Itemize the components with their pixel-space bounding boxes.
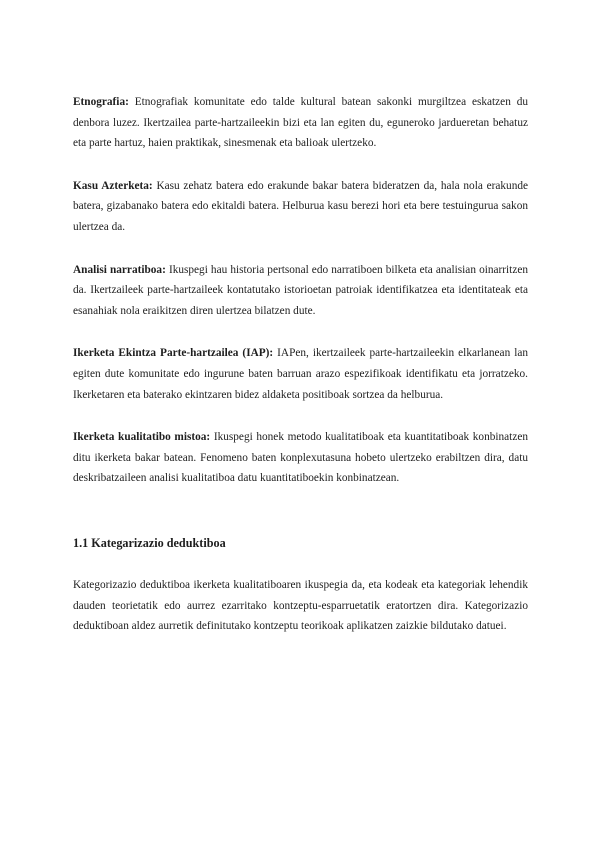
definition-paragraph-analisi-narratiboa	[73, 260, 528, 322]
section-heading: 1.1 Kategarizazio deduktiboa	[73, 535, 226, 550]
definition-term: Kasu Azterketa:	[73, 179, 153, 192]
definition-text: IAPen, ikertzaileek parte-hartzaileekin elkarlanean lan egiten dute komunitate edo ingurune baten barruan arazo espezifikoak identifikatu eta jorratzeko. Ikerketaren eta baterako ekintzaren bidez aldaketa positiboak sortzea da helburua.	[73, 347, 529, 401]
definition-text: Kasu zehatz batera edo erakunde bakar batera bideratzen da, hala nola erakunde batera, gizabanako batera edo ekitaldi batera. Helburua kasu berezi hori eta bere testuingurua sakon ulertzea da.	[73, 179, 529, 233]
section-body: Kategorizazio deduktiboa ikerketa kualitatiboaren ikuspegia da, eta kodeak eta kategoriak lehendik dauden teorietatik edo aurrez ezarritako kontzeptu-esparruetatik eratortzen dira. Kategorizazio deduktiboan aldez aurretik definitutako kontzeptu teorikoak aplikatzen zaizkie bildutako datuei.	[73, 578, 528, 633]
definition-text: Ikuspegi honek metodo kualitatiboak eta kuantitatiboak konbinatzen ditu ikerketa bakar batean. Fenomeno baten konplexutasuna hobeto ulertzeko erabiltzen dira, datu deskribatzaileen analisi kualitatiboa datu kuantitatiboekin konbinatzean.	[73, 431, 528, 485]
definition-term: Analisi narratiboa:	[73, 263, 166, 276]
definition-paragraph-iap	[73, 343, 528, 405]
document-content	[73, 92, 528, 659]
definition-paragraph-etnografia	[73, 92, 528, 154]
definition-term: Etnografia:	[73, 96, 129, 108]
definition-term: Ikerketa Ekintza Parte-hartzailea (IAP):	[73, 347, 274, 360]
definition-text: Ikuspegi hau historia pertsonal edo narratiboen bilketa eta analisian oinarritzen da. Ikertzaileek parte-hartzaileek kontatutako istorioetan patroiak identifikatzea eta identitateak eta esanahiak nola eraikitzen diren ulertzea bilatzen dute.	[73, 263, 528, 317]
definition-text: Etnografiak komunitate edo talde kultural batean sakonki murgiltzea eskatzen du denbora luzez. Ikertzailea parte-hartzaileekin bizi eta lan egiten du, eguneroko jardueretan behatuz eta parte hartuz, haien praktikak, sinesmenak eta balioak ulertzeko.	[73, 96, 529, 150]
definition-paragraph-kasu-azterketa	[73, 176, 528, 238]
definition-paragraph-mistoa	[73, 427, 528, 489]
definition-term: Ikerketa kualitatibo mistoa:	[73, 431, 211, 444]
